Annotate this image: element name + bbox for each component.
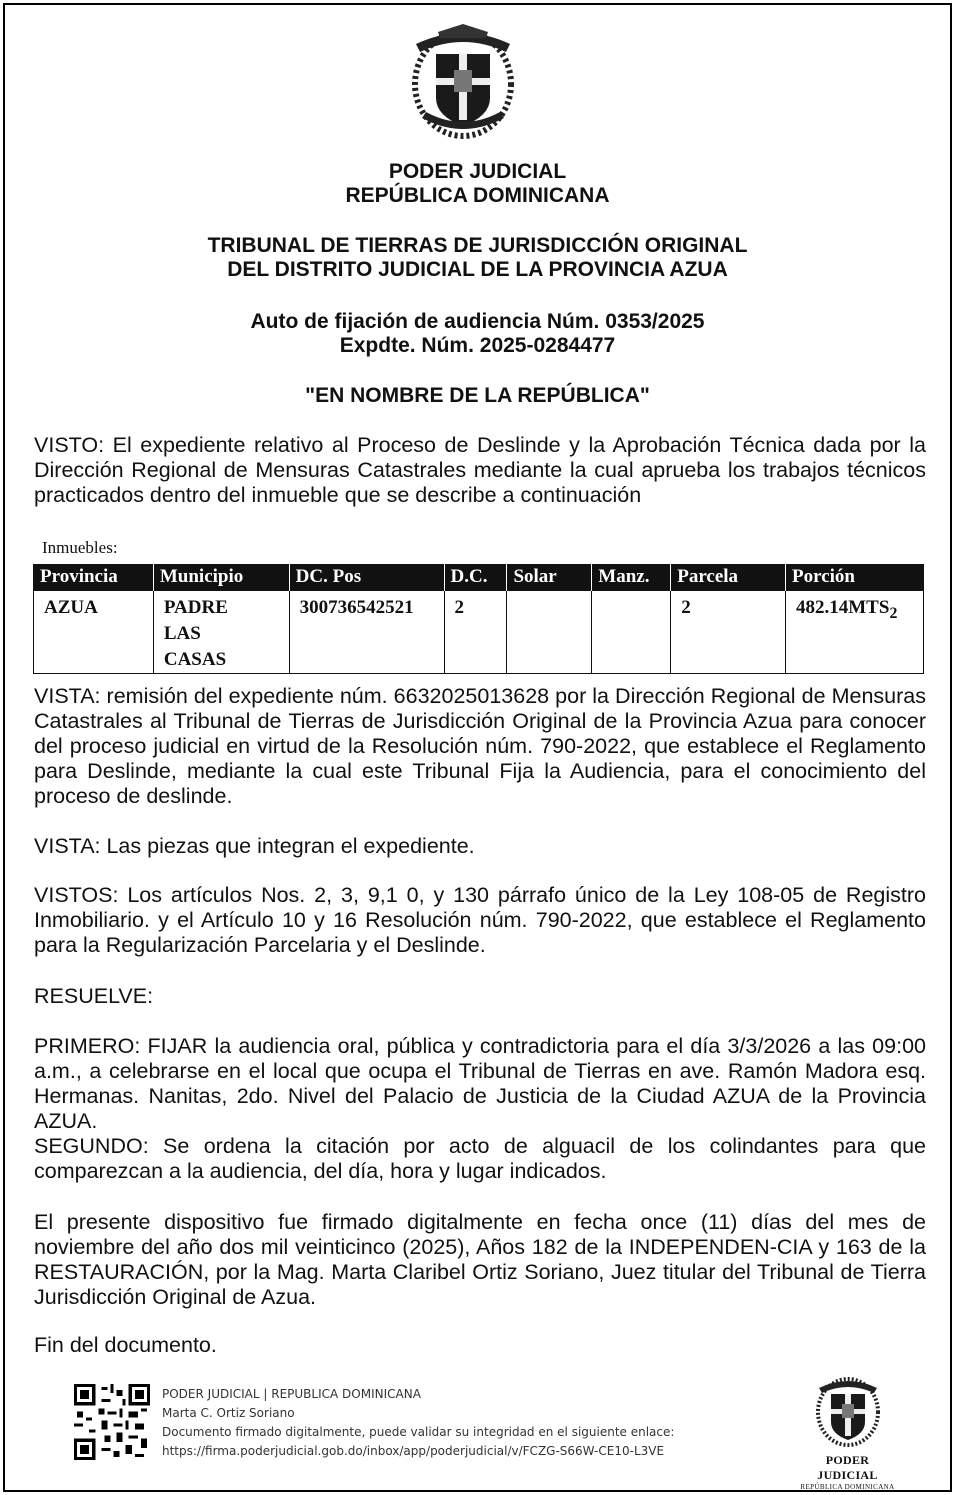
vista-remision-paragraph: VISTA: remisión del expediente núm. 6632025013628 por la Dirección Regional de Mensuras Catastrales al Tribunal de Tierras de Jurisdicción Original de la Provincia Azua para conocer del proceso judicial en virtud de la Resolución núm. 790-2022, que establece el Reglamento para Deslinde, mediante la cual este Tribunal Fija la Audiencia, para el conocimiento del proceso de deslinde. [34, 684, 926, 808]
cell-solar [507, 591, 592, 674]
poder-judicial-logo [800, 1372, 895, 1491]
tribunal-line-1: TRIBUNAL DE TIERRAS DE JURISDICCIÓN ORIGINAL [207, 234, 748, 257]
inmuebles-table [33, 564, 924, 674]
municipio-line-1: PADRE [163, 597, 228, 618]
cell-manz [592, 591, 671, 674]
cell-provincia: AZUA [34, 591, 154, 674]
digital-signature-block [162, 1385, 674, 1461]
coat-of-arms-seal [408, 18, 518, 140]
primero-paragraph: PRIMERO: FIJAR la audiencia oral, pública y contradictoria para el día 3/3/2026 a las 09:00 a.m., a celebrarse en el local que ocupa el Tribunal de Tierras en ave. Ramón Madora esq. Hermanas. Nanitas, 2do. Nivel del Palacio de Justicia de la Ciudad AZUA de la Provincia AZUA. [34, 1034, 926, 1133]
small-seal-icon [813, 1372, 883, 1448]
cell-municipio [153, 591, 289, 674]
col-provincia: Provincia [34, 564, 154, 591]
table-header-row [34, 564, 924, 591]
table-row [34, 591, 924, 674]
cell-dc: 2 [444, 591, 507, 674]
org-line-1: PODER JUDICIAL [388, 160, 567, 183]
col-dc: D.C. [444, 564, 507, 591]
porcion-value: 482.14MTS [796, 597, 890, 618]
footer-url-link[interactable]: https://firma.poderjudicial.gob.do/inbox/app/poderjudicial/v/FCZG-S66W-CE10-L3VE [162, 1444, 665, 1458]
col-municipio: Municipio [153, 564, 289, 591]
cell-parcela: 2 [671, 591, 786, 674]
firma-paragraph: El presente dispositivo fue firmado digitalmente en fecha once (11) días del mes de noviembre del año dos mil veinticinco (2025), Años 182 de la INDEPENDEN-CIA y 163 de la RESTAURACIÓN, por la Mag. Marta Claribel Ortiz Soriano, Juez titular del Tribunal de Tierra Jurisdicción Original de Azua. [34, 1210, 926, 1309]
expediente-number: Expdte. Núm. 2025-0284477 [339, 334, 616, 357]
fin-documento: Fin del documento. [34, 1333, 217, 1357]
tribunal-line-2: DEL DISTRITO JUDICIAL DE LA PROVINCIA AZUA [227, 258, 728, 281]
footer-note: Documento firmado digitalmente, puede validar su integridad en el siguiente enlace: [162, 1425, 675, 1439]
cell-dc-pos: 300736542521 [289, 591, 444, 674]
logo-text-line-2: REPÚBLICA DOMINICANA [800, 1483, 895, 1491]
footer-signer: Marta C. Ortiz Soriano [162, 1406, 295, 1420]
col-solar: Solar [507, 564, 592, 591]
cell-porcion [786, 591, 924, 674]
municipio-line-2: LAS [163, 623, 201, 644]
col-porcion: Porción [786, 564, 924, 591]
vista-piezas-paragraph: VISTA: Las piezas que integran el expediente. [34, 834, 475, 858]
municipio-line-3: CASAS [163, 649, 227, 670]
segundo-paragraph: SEGUNDO: Se ordena la citación por acto de alguacil de los colindantes para que comparezcan a la audiencia, del día, hora y lugar indicados. [34, 1134, 926, 1183]
col-manz: Manz. [592, 564, 671, 591]
resuelve-heading: RESUELVE: [34, 984, 154, 1008]
qr-code-icon[interactable] [74, 1384, 150, 1460]
visto-paragraph: VISTO: El expediente relativo al Proceso de Deslinde y la Aprobación Técnica dada por la Dirección Regional de Mensuras Catastrales mediante la cual aprueba los trabajos técnicos practicados dentro del inmueble que se describe a continuación [34, 433, 926, 507]
footer-org: PODER JUDICIAL | REPUBLICA DOMINICANA [162, 1387, 421, 1401]
org-line-2: REPÚBLICA DOMINICANA [345, 184, 610, 207]
col-dc-pos: DC. Pos [289, 564, 444, 591]
republic-heading: "EN NOMBRE DE LA REPÚBLICA" [305, 384, 650, 407]
vistos-paragraph: VISTOS: Los artículos Nos. 2, 3, 9,1 0, y 130 párrafo único de la Ley 108-05 de Registro Inmobiliario. y el Artículo 10 y 16 Resolución núm. 790-2022, que establece el Reglamento para la Regularización Parcelaria y el Deslinde. [34, 883, 926, 957]
inmuebles-label: Inmuebles: [42, 538, 118, 557]
auto-number: Auto de fijación de audiencia Núm. 0353/2025 [250, 310, 705, 333]
col-parcela: Parcela [671, 564, 786, 591]
porcion-subscript: 2 [889, 604, 898, 622]
logo-text-line-1: PODER JUDICIAL [817, 1453, 878, 1482]
